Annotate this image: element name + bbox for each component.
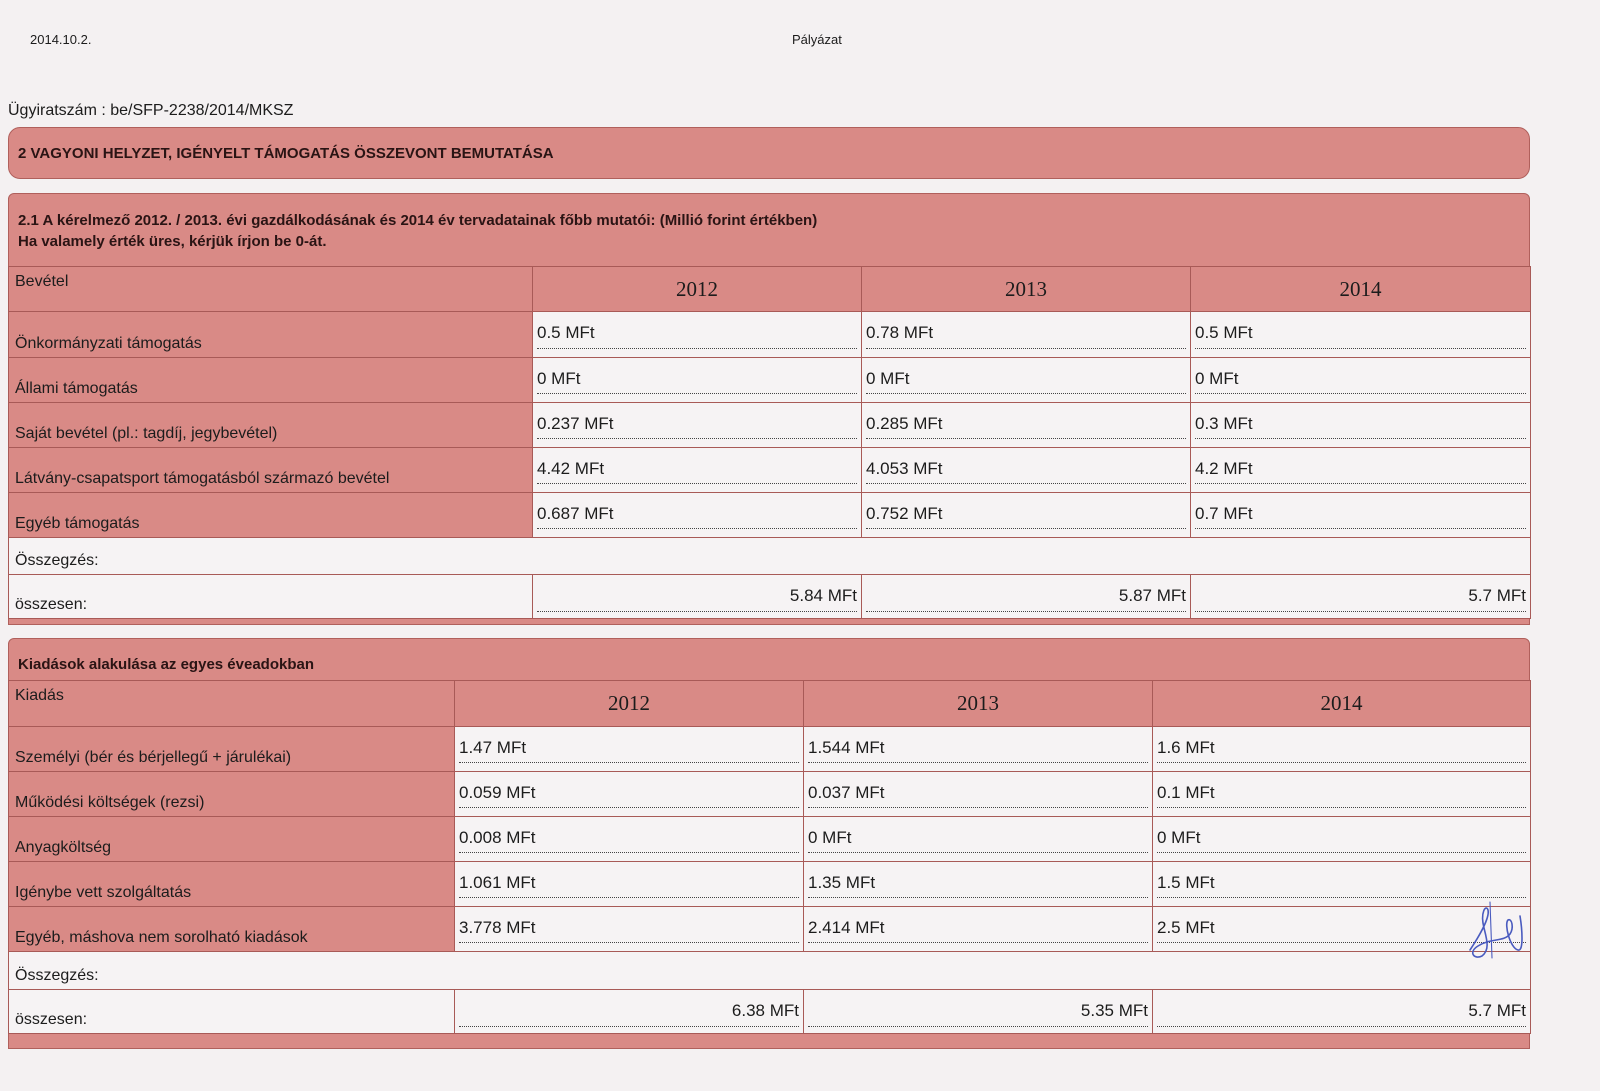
income-row bbox=[9, 448, 1531, 493]
expense-row bbox=[9, 862, 1531, 907]
value-text: 2.5 MFt bbox=[1157, 918, 1215, 937]
expense-row bbox=[9, 817, 1531, 862]
row-label-cell bbox=[9, 448, 533, 493]
case-number: Ügyiratszám : be/SFP-2238/2014/MKSZ bbox=[8, 102, 294, 119]
total-label: összesen: bbox=[15, 1011, 88, 1028]
expense-section bbox=[8, 638, 1530, 1049]
income-year-2012: 2012 bbox=[676, 277, 718, 301]
value-text: 0 MFt bbox=[866, 369, 910, 388]
value-text: 0.237 MFt bbox=[537, 414, 614, 433]
total-value-text: 5.7 MFt bbox=[1468, 1001, 1526, 1020]
value-field[interactable] bbox=[455, 862, 804, 907]
value-text: 0.752 MFt bbox=[866, 504, 943, 523]
income-year-header bbox=[533, 267, 862, 312]
total-value bbox=[1153, 990, 1531, 1034]
expense-year-header bbox=[1153, 681, 1531, 727]
row-label-cell bbox=[9, 727, 455, 772]
income-row bbox=[9, 358, 1531, 403]
value-field[interactable] bbox=[533, 448, 862, 493]
value-text: 1.35 MFt bbox=[808, 873, 876, 892]
expense-row bbox=[9, 772, 1531, 817]
value-text: 0.285 MFt bbox=[866, 414, 943, 433]
value-text: 0 MFt bbox=[1157, 828, 1201, 847]
income-title-line2: Ha valamely érték üres, kérjük írjon be 0-át. bbox=[18, 233, 327, 250]
income-summary-row bbox=[9, 538, 1531, 575]
income-column-label-cell bbox=[9, 267, 533, 312]
section-title: 2 VAGYONI HELYZET, IGÉNYELT TÁMOGATÁS ÖSSZEVONT BEMUTATÁSA bbox=[18, 145, 554, 162]
value-field[interactable] bbox=[455, 772, 804, 817]
value-text: 0.3 MFt bbox=[1195, 414, 1253, 433]
total-value bbox=[804, 990, 1153, 1034]
value-field[interactable] bbox=[862, 403, 1191, 448]
expense-table bbox=[8, 680, 1531, 1034]
print-date: 2014.10.2. bbox=[30, 32, 92, 47]
summary-label: Összegzés: bbox=[15, 552, 99, 569]
value-field[interactable] bbox=[1191, 448, 1531, 493]
expense-row bbox=[9, 727, 1531, 772]
row-label-cell bbox=[9, 493, 533, 538]
value-field[interactable] bbox=[804, 817, 1153, 862]
income-section bbox=[8, 193, 1530, 625]
value-text: 0.059 MFt bbox=[459, 783, 536, 802]
value-field[interactable] bbox=[862, 493, 1191, 538]
income-title bbox=[18, 210, 817, 252]
total-label: összesen: bbox=[15, 596, 88, 613]
row-label: Működési költségek (rezsi) bbox=[15, 794, 205, 811]
summary-label-cell bbox=[9, 538, 1531, 575]
income-column-label: Bevétel bbox=[15, 273, 69, 290]
value-text: 0 MFt bbox=[1195, 369, 1239, 388]
value-field[interactable] bbox=[533, 403, 862, 448]
summary-label-cell bbox=[9, 952, 1531, 990]
value-field[interactable] bbox=[1191, 493, 1531, 538]
value-text: 0.008 MFt bbox=[459, 828, 536, 847]
income-total-row bbox=[9, 575, 1531, 619]
value-text: 1.061 MFt bbox=[459, 873, 536, 892]
value-field[interactable] bbox=[533, 312, 862, 358]
expense-total-row bbox=[9, 990, 1531, 1034]
row-label: Egyéb támogatás bbox=[15, 515, 140, 532]
income-year-2014: 2014 bbox=[1339, 277, 1382, 301]
value-text: 1.5 MFt bbox=[1157, 873, 1215, 892]
row-label: Állami támogatás bbox=[15, 380, 138, 397]
expense-header-row bbox=[9, 681, 1531, 727]
value-text: 1.544 MFt bbox=[808, 738, 885, 757]
value-field[interactable] bbox=[862, 358, 1191, 403]
value-field[interactable] bbox=[804, 727, 1153, 772]
value-text: 0.7 MFt bbox=[1195, 504, 1253, 523]
value-field[interactable] bbox=[862, 312, 1191, 358]
section-banner bbox=[8, 127, 1530, 179]
expense-year-header bbox=[455, 681, 804, 727]
document-title: Pályázat bbox=[792, 32, 842, 47]
income-row bbox=[9, 403, 1531, 448]
value-text: 3.778 MFt bbox=[459, 918, 536, 937]
value-field[interactable] bbox=[862, 448, 1191, 493]
expense-column-label: Kiadás bbox=[15, 687, 64, 704]
value-text: 4.2 MFt bbox=[1195, 459, 1253, 478]
expense-summary-row bbox=[9, 952, 1531, 990]
income-header-row bbox=[9, 267, 1531, 312]
value-text: 0.5 MFt bbox=[1195, 323, 1253, 342]
value-field[interactable] bbox=[1191, 312, 1531, 358]
value-field[interactable] bbox=[455, 817, 804, 862]
value-text: 0 MFt bbox=[537, 369, 581, 388]
handwritten-signature bbox=[1460, 898, 1540, 968]
income-row bbox=[9, 493, 1531, 538]
value-text: 2.414 MFt bbox=[808, 918, 885, 937]
row-label-cell bbox=[9, 403, 533, 448]
total-value-text: 5.87 MFt bbox=[1118, 586, 1186, 605]
total-value bbox=[455, 990, 804, 1034]
total-value-text: 5.35 MFt bbox=[1080, 1001, 1148, 1020]
row-label: Anyagköltség bbox=[15, 839, 112, 856]
total-value-text: 5.7 MFt bbox=[1468, 586, 1526, 605]
page-header bbox=[0, 32, 1600, 50]
value-field[interactable] bbox=[455, 727, 804, 772]
value-text: 1.47 MFt bbox=[459, 738, 527, 757]
income-row bbox=[9, 312, 1531, 358]
row-label-cell bbox=[9, 312, 533, 358]
value-text: 0.5 MFt bbox=[537, 323, 595, 342]
expense-column-label-cell bbox=[9, 681, 455, 727]
value-field[interactable] bbox=[455, 907, 804, 952]
income-year-2013: 2013 bbox=[1005, 277, 1047, 301]
expense-year-2013: 2013 bbox=[957, 691, 999, 715]
expense-title: Kiadások alakulása az egyes éveadokban bbox=[18, 656, 314, 673]
row-label: Saját bevétel (pl.: tagdíj, jegybevétel) bbox=[15, 425, 278, 442]
expense-year-header bbox=[804, 681, 1153, 727]
row-label: Egyéb, máshova nem sorolható kiadások bbox=[15, 929, 308, 946]
expense-year-2012: 2012 bbox=[608, 691, 650, 715]
value-text: 4.053 MFt bbox=[866, 459, 943, 478]
value-field[interactable] bbox=[804, 862, 1153, 907]
row-label-cell bbox=[9, 772, 455, 817]
value-text: 0.1 MFt bbox=[1157, 783, 1215, 802]
total-value-text: 6.38 MFt bbox=[731, 1001, 799, 1020]
total-label-cell bbox=[9, 575, 533, 619]
expense-row bbox=[9, 907, 1531, 952]
income-year-header bbox=[1191, 267, 1531, 312]
row-label: Személyi (bér és bérjellegű + járulékai) bbox=[15, 749, 292, 766]
value-field[interactable] bbox=[804, 907, 1153, 952]
value-text: 1.6 MFt bbox=[1157, 738, 1215, 757]
row-label-cell bbox=[9, 862, 455, 907]
summary-label: Összegzés: bbox=[15, 967, 99, 984]
total-value bbox=[862, 575, 1191, 619]
expense-year-2014: 2014 bbox=[1320, 691, 1363, 715]
row-label-cell bbox=[9, 817, 455, 862]
value-field[interactable] bbox=[1191, 358, 1531, 403]
value-field[interactable] bbox=[1191, 403, 1531, 448]
value-field[interactable] bbox=[1153, 772, 1531, 817]
total-value-text: 5.84 MFt bbox=[789, 586, 857, 605]
value-text: 4.42 MFt bbox=[537, 459, 605, 478]
value-field[interactable] bbox=[533, 493, 862, 538]
total-value bbox=[1191, 575, 1531, 619]
value-text: 0.037 MFt bbox=[808, 783, 885, 802]
value-text: 0 MFt bbox=[808, 828, 852, 847]
total-value bbox=[533, 575, 862, 619]
row-label: Önkormányzati támogatás bbox=[15, 335, 202, 352]
row-label: Igénybe vett szolgáltatás bbox=[15, 884, 192, 901]
value-text: 0.78 MFt bbox=[866, 323, 934, 342]
income-year-header bbox=[862, 267, 1191, 312]
value-field[interactable] bbox=[1153, 727, 1531, 772]
value-field[interactable] bbox=[533, 358, 862, 403]
row-label-cell bbox=[9, 358, 533, 403]
total-label-cell bbox=[9, 990, 455, 1034]
income-title-line1: 2.1 A kérelmező 2012. / 2013. évi gazdálkodásának és 2014 év tervadatainak főbb mutatói: (Millió forint értékben) bbox=[18, 212, 818, 229]
income-table bbox=[8, 266, 1531, 619]
row-label-cell bbox=[9, 907, 455, 952]
row-label: Látvány-csapatsport támogatásból származó bevétel bbox=[15, 470, 390, 487]
value-text: 0.687 MFt bbox=[537, 504, 614, 523]
value-field[interactable] bbox=[804, 772, 1153, 817]
value-field[interactable] bbox=[1153, 817, 1531, 862]
